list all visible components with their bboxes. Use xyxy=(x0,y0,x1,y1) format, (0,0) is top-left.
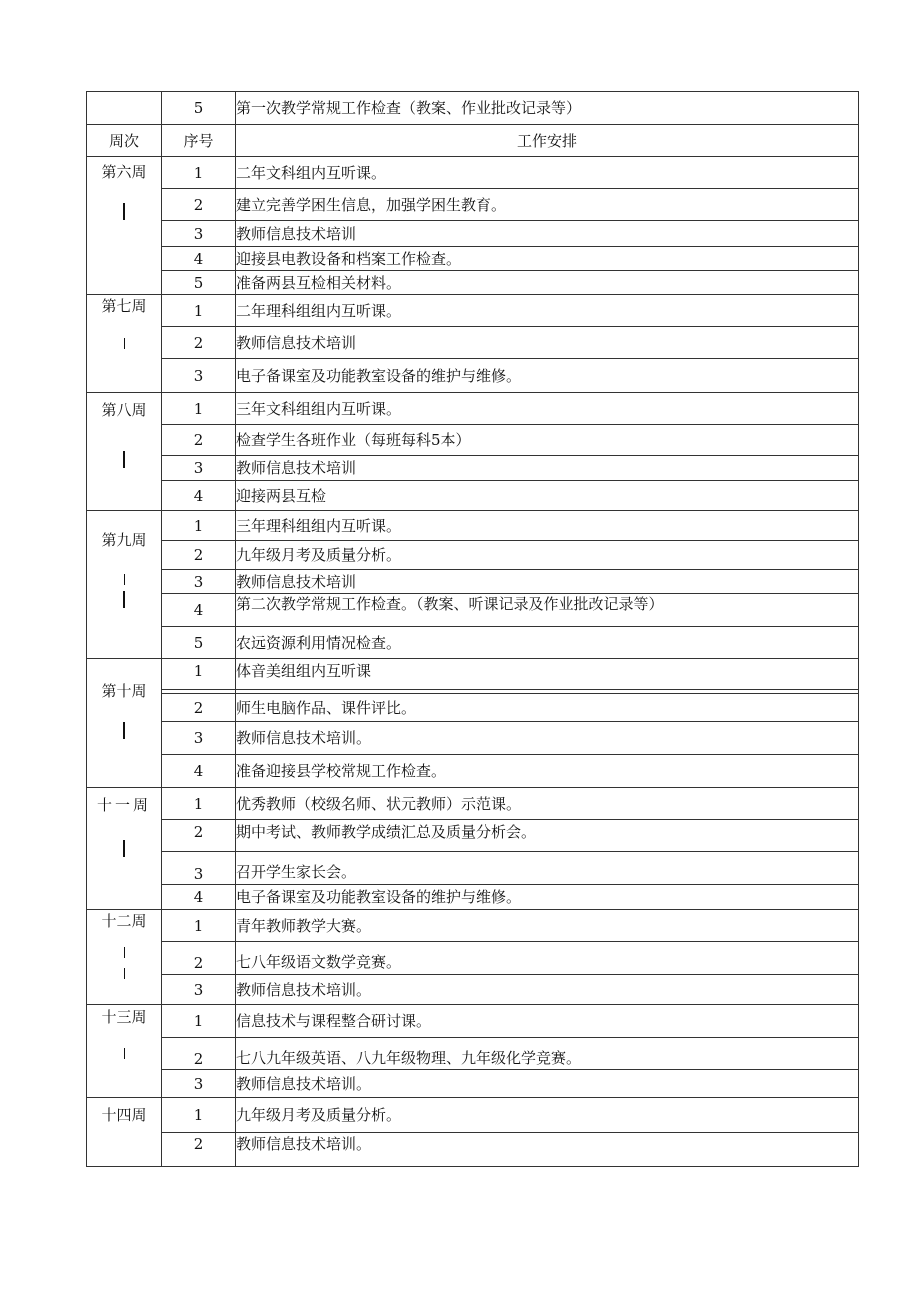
table-row xyxy=(87,975,859,1005)
task-text: 准备迎接县学校常规工作检查。 xyxy=(236,755,859,788)
task-text: 教师信息技术培训 xyxy=(236,221,859,247)
bar-mark xyxy=(124,1048,125,1059)
week-label: 十二周 xyxy=(101,912,147,930)
week-label: 第十周 xyxy=(101,682,147,700)
table-row xyxy=(87,755,859,788)
task-text: 教师信息技术培训。 xyxy=(236,722,859,755)
bar-mark xyxy=(123,722,125,739)
row-number: 3 xyxy=(162,359,236,393)
week-label: 十四周 xyxy=(101,1106,147,1124)
week-label: 十三周 xyxy=(101,1008,147,1026)
task-text: 迎接县电教设备和档案工作检查。 xyxy=(236,247,859,271)
table-row xyxy=(87,511,859,541)
bar-mark xyxy=(124,338,125,349)
row-number: 3 xyxy=(162,852,236,885)
table-row xyxy=(87,189,859,221)
bar-mark xyxy=(123,451,125,468)
week-cell xyxy=(87,511,162,659)
week-label: 第九周 xyxy=(101,531,147,549)
row-number: 5 xyxy=(162,271,236,295)
table-row xyxy=(87,1133,859,1167)
row-number: 1 xyxy=(162,1005,236,1038)
row-number: 2 xyxy=(162,425,236,456)
task-text: 九年级月考及质量分析。 xyxy=(236,1098,859,1133)
row-number: 1 xyxy=(162,788,236,820)
row-number: 2 xyxy=(162,1038,236,1070)
task-text: 七八九年级英语、八九年级物理、九年级化学竞赛。 xyxy=(236,1038,859,1070)
bar-mark xyxy=(124,947,125,958)
row-number: 4 xyxy=(162,885,236,910)
table-row xyxy=(87,157,859,189)
row-number: 2 xyxy=(162,327,236,359)
task-text: 教师信息技术培训。 xyxy=(236,975,859,1005)
task-text: 召开学生家长会。 xyxy=(236,852,859,885)
task-text: 三年理科组组内互听课。 xyxy=(236,511,859,541)
week-cell xyxy=(87,393,162,511)
header-week: 周次 xyxy=(87,125,162,157)
table-row xyxy=(87,659,859,690)
week-label: 第八周 xyxy=(101,401,147,419)
table-row xyxy=(87,594,859,627)
task-text: 信息技术与课程整合研讨课。 xyxy=(236,1005,859,1038)
table-row xyxy=(87,92,859,125)
table-row xyxy=(87,541,859,570)
bar-mark xyxy=(123,203,125,220)
header-task: 工作安排 xyxy=(236,125,859,157)
row-number: 2 xyxy=(162,694,236,722)
task-text: 第二次教学常规工作检查。（教案、听课记录及作业批改记录等） xyxy=(236,594,859,627)
task-text: 二年文科组内互听课。 xyxy=(236,157,859,189)
row-number: 3 xyxy=(162,456,236,481)
row-number: 5 xyxy=(162,627,236,659)
week-cell xyxy=(87,788,162,910)
table-row xyxy=(87,456,859,481)
task-text: 期中考试、教师教学成绩汇总及质量分析会。 xyxy=(236,820,859,852)
row-number: 1 xyxy=(162,910,236,942)
row-number: 1 xyxy=(162,295,236,327)
table-row xyxy=(87,722,859,755)
row-number: 4 xyxy=(162,481,236,511)
work-plan-table xyxy=(86,91,859,1167)
row-number: 4 xyxy=(162,594,236,627)
bar-mark xyxy=(123,591,125,608)
table-row xyxy=(87,393,859,425)
row-number: 2 xyxy=(162,942,236,975)
task-text: 教师信息技术培训。 xyxy=(236,1070,859,1098)
table-row xyxy=(87,1038,859,1070)
table-row xyxy=(87,247,859,271)
header-number: 序号 xyxy=(162,125,236,157)
week-label: 第六周 xyxy=(101,163,147,181)
row-number: 1 xyxy=(162,1098,236,1133)
row-number: 3 xyxy=(162,221,236,247)
row-number: 1 xyxy=(162,157,236,189)
task-text: 七八年级语文数学竞赛。 xyxy=(236,942,859,975)
task-text: 教师信息技术培训 xyxy=(236,327,859,359)
table-row xyxy=(87,627,859,659)
row-number: 3 xyxy=(162,570,236,594)
task-text: 电子备课室及功能教室设备的维护与维修。 xyxy=(236,885,859,910)
task-text: 优秀教师（校级名师、状元教师）示范课。 xyxy=(236,788,859,820)
row-number: 2 xyxy=(162,189,236,221)
task-text: 教师信息技术培训 xyxy=(236,570,859,594)
week-cell xyxy=(87,910,162,1005)
task-text: 迎接两县互检 xyxy=(236,481,859,511)
task-text: 三年文科组组内互听课。 xyxy=(236,393,859,425)
task-text: 九年级月考及质量分析。 xyxy=(236,541,859,570)
week-cell xyxy=(87,659,162,788)
table-row xyxy=(87,327,859,359)
row-number: 1 xyxy=(162,393,236,425)
task-text: 二年理科组组内互听课。 xyxy=(236,295,859,327)
task-text: 师生电脑作品、课件评比。 xyxy=(236,694,859,722)
task-text: 准备两县互检相关材料。 xyxy=(236,271,859,295)
bar-mark xyxy=(124,574,125,585)
bar-mark xyxy=(123,840,125,857)
week-cell xyxy=(87,157,162,295)
table-row xyxy=(87,1070,859,1098)
bar-mark xyxy=(124,968,125,979)
table-row xyxy=(87,570,859,594)
table-row xyxy=(87,885,859,910)
table-row xyxy=(87,425,859,456)
row-number: 1 xyxy=(162,659,236,690)
row-number: 5 xyxy=(162,92,236,125)
task-text: 教师信息技术培训 xyxy=(236,456,859,481)
table-row xyxy=(87,1005,859,1038)
table-row xyxy=(87,694,859,722)
table-row xyxy=(87,295,859,327)
table-row xyxy=(87,1098,859,1133)
row-number: 2 xyxy=(162,1133,236,1167)
table-row xyxy=(87,221,859,247)
week-cell xyxy=(87,295,162,393)
table-row xyxy=(87,788,859,820)
table-row xyxy=(87,271,859,295)
week-cell xyxy=(87,1098,162,1167)
task-text: 农远资源利用情况检查。 xyxy=(236,627,859,659)
table-row xyxy=(87,852,859,885)
table-row xyxy=(87,820,859,852)
task-text: 检查学生各班作业（每班每科5本） xyxy=(236,425,859,456)
task-text: 青年教师教学大赛。 xyxy=(236,910,859,942)
row-number: 4 xyxy=(162,247,236,271)
row-number: 3 xyxy=(162,975,236,1005)
row-number: 3 xyxy=(162,1070,236,1098)
header-row xyxy=(87,125,859,157)
row-number: 2 xyxy=(162,820,236,852)
schedule-sheet xyxy=(86,91,859,1167)
task-text: 建立完善学困生信息，加强学困生教育。 xyxy=(236,189,859,221)
week-label: 第七周 xyxy=(101,297,147,315)
row-number: 2 xyxy=(162,541,236,570)
table-row xyxy=(87,910,859,942)
row-number: 4 xyxy=(162,755,236,788)
row-number: 3 xyxy=(162,722,236,755)
week-label: 十一周 xyxy=(96,796,151,814)
task-text: 教师信息技术培训。 xyxy=(236,1133,859,1167)
row-number: 1 xyxy=(162,511,236,541)
week-cell xyxy=(87,1005,162,1098)
week-cell-empty xyxy=(87,92,162,125)
table-row xyxy=(87,942,859,975)
table-row xyxy=(87,481,859,511)
task-text: 体音美组组内互听课 xyxy=(236,659,859,690)
table-row xyxy=(87,359,859,393)
task-text: 电子备课室及功能教室设备的维护与维修。 xyxy=(236,359,859,393)
task-text: 第一次教学常规工作检查（教案、作业批改记录等） xyxy=(236,92,859,125)
